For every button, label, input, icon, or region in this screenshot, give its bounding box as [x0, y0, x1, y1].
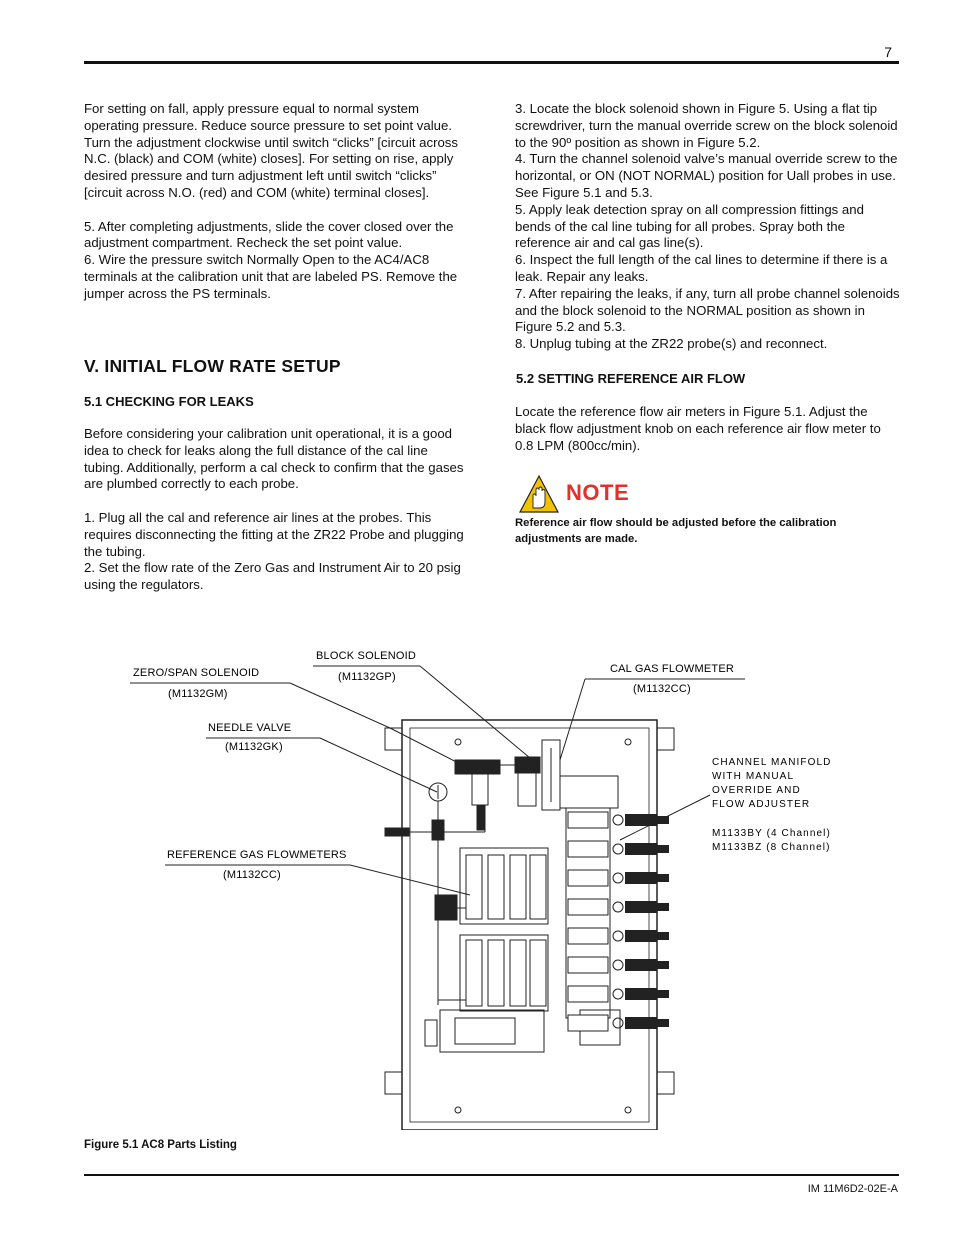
step-item: 5. Apply leak detection spray on all compression fittings and bends of the cal line tubing for all probes. Spray both the reference air and cal gas line(s). [515, 201, 864, 251]
figure-caption: Figure 5.1 AC8 Parts Listing [84, 1139, 237, 1151]
airflow-text: Locate the reference flow air meters in Figure 5.1. Adjust the black flow adjustment knob on each reference air flow meter to 0.8 LPM (800cc/min). [515, 404, 881, 453]
label-needle-valve-part: (M1132GK) [225, 741, 283, 753]
subsection-title-airflow: 5.2 SETTING REFERENCE AIR FLOW [516, 371, 746, 386]
manifold-fitting [613, 902, 623, 912]
manifold-fitting [613, 931, 623, 941]
label-manifold-line: WITH MANUAL [712, 771, 795, 782]
manifold-fitting [657, 1019, 669, 1027]
label-reference-gas: REFERENCE GAS FLOWMETERS [167, 849, 347, 861]
warning-hand-icon [518, 474, 560, 514]
manifold-fitting [657, 990, 669, 998]
manifold-fitting [625, 930, 657, 942]
manifold-fitting [568, 986, 608, 1002]
intro-paragraph: 5. After completing adjustments, slide the cover closed over the adjustment compartment. Recheck the set point value. [84, 218, 454, 251]
label-manifold-line: FLOW ADJUSTER [712, 799, 811, 810]
section-title: V. INITIAL FLOW RATE SETUP [84, 356, 341, 376]
body-paragraph: 2. Set the flow rate of the Zero Gas and Instrument Air to 20 psig using the regulators. [84, 560, 461, 593]
manifold-fitting [568, 812, 608, 828]
manifold-fitting [613, 989, 623, 999]
label-block-solenoid: BLOCK SOLENOID [316, 650, 416, 662]
step-item: 4. Turn the channel solenoid valve’s manual override screw to the horizontal, or ON (NOT NORMAL) position for Uall probes in use. See Figure 5.1 and 5.3. [515, 151, 898, 200]
manifold-fitting [568, 928, 608, 944]
label-zero-span-part: (M1132GM) [168, 688, 228, 700]
left-intro [84, 101, 469, 303]
document-id: IM 11M6D2-02E-A [807, 1183, 898, 1195]
manifold-fitting [613, 960, 623, 970]
right-steps [515, 101, 900, 353]
manifold-fitting [568, 899, 608, 915]
label-needle-valve: NEEDLE VALVE [208, 722, 292, 734]
step-item: 6. Inspect the full length of the cal lines to determine if there is a leak. Repair any leaks. [515, 252, 888, 284]
figure-ac8-parts [84, 630, 899, 1130]
manifold-fitting [613, 873, 623, 883]
manifold-fitting [625, 1017, 657, 1029]
manifold-fitting [568, 870, 608, 886]
intro-paragraph: 6. Wire the pressure switch Normally Open to the AC4/AC8 terminals at the calibration unit that are labeled PS. Remove the jumper across the PS terminals. [84, 252, 458, 301]
manifold-fitting [657, 874, 669, 882]
manifold-fitting [625, 988, 657, 1000]
manifold-fitting [625, 959, 657, 971]
step-item: 3. Locate the block solenoid shown in Figure 5. Using a flat tip screwdriver, turn the manual override screw on the block solenoid to the 90º position as shown in Figure 5.2. [515, 101, 898, 150]
label-block-solenoid-part: (M1132GP) [338, 671, 396, 683]
ac8-diagram [84, 630, 899, 1130]
manifold-channels [568, 812, 669, 1031]
label-cal-gas-flowmeter: CAL GAS FLOWMETER [610, 663, 735, 675]
manifold-fitting [568, 957, 608, 973]
label-manifold-line: CHANNEL MANIFOLD [712, 757, 832, 768]
airflow-paragraph [515, 404, 900, 454]
step-item: 7. After repairing the leaks, if any, turn all probe channel solenoids and the block solenoid to the NORMAL position as shown in Figure 5.2 and 5.3. [515, 285, 900, 335]
note-title: NOTE [566, 480, 630, 505]
body-paragraph: Before considering your calibration unit operational, it is a good idea to check for leaks along the full distance of the cal line tubing. Additionally, perform a cal check to confirm that the gases are plumbed correctly to each probe. [84, 426, 464, 492]
label-manifold-part: M1133BZ (8 Channel) [712, 842, 831, 853]
label-cal-gas-part: (M1132CC) [633, 683, 691, 695]
manifold-fitting [657, 932, 669, 940]
manifold-fitting [625, 901, 657, 913]
label-zero-span: ZERO/SPAN SOLENOID [133, 667, 260, 679]
label-manifold-part: M1133BY (4 Channel) [712, 828, 831, 839]
page-number: 7 [884, 44, 892, 60]
manifold-fitting [613, 844, 623, 854]
body-paragraph: 1. Plug all the cal and reference air lines at the probes. This requires disconnecting the fitting at the ZR22 Probe and plugging the tubing. [84, 509, 464, 559]
intro-paragraph: For setting on fall, apply pressure equal to normal system operating pressure. Reduce source pressure to set point value. Turn the adjustment clockwise until switch “clicks” [circuit across N.C. (black) and COM (white) closes]. For setting on rise, apply desired pressure and turn adjustment left until switch “clicks” [circuit across N.O. (red) and COM (white) terminal closes]. [84, 101, 458, 200]
label-manifold-line: OVERRIDE AND [712, 785, 801, 796]
label-reference-gas-part: (M1132CC) [223, 869, 281, 881]
note-text: Reference air flow should be adjusted before the calibration adjustments are made. [515, 517, 837, 545]
footer-rule [84, 1174, 899, 1176]
subsection-title-leaks: 5.1 CHECKING FOR LEAKS [84, 394, 254, 409]
manifold-fitting [625, 872, 657, 884]
manifold-fitting [625, 814, 657, 826]
manifold-fitting [657, 816, 669, 824]
manifold-fitting [657, 961, 669, 969]
manifold-fitting [568, 1015, 608, 1031]
manifold-fitting [657, 903, 669, 911]
header-rule [84, 61, 899, 64]
manifold-fitting [625, 843, 657, 855]
left-body [84, 426, 469, 594]
step-item: 8. Unplug tubing at the ZR22 probe(s) and reconnect. [515, 336, 828, 352]
manifold-fitting [613, 1018, 623, 1028]
manifold-fitting [613, 815, 623, 825]
manifold-fitting [568, 841, 608, 857]
manifold-fitting [657, 845, 669, 853]
